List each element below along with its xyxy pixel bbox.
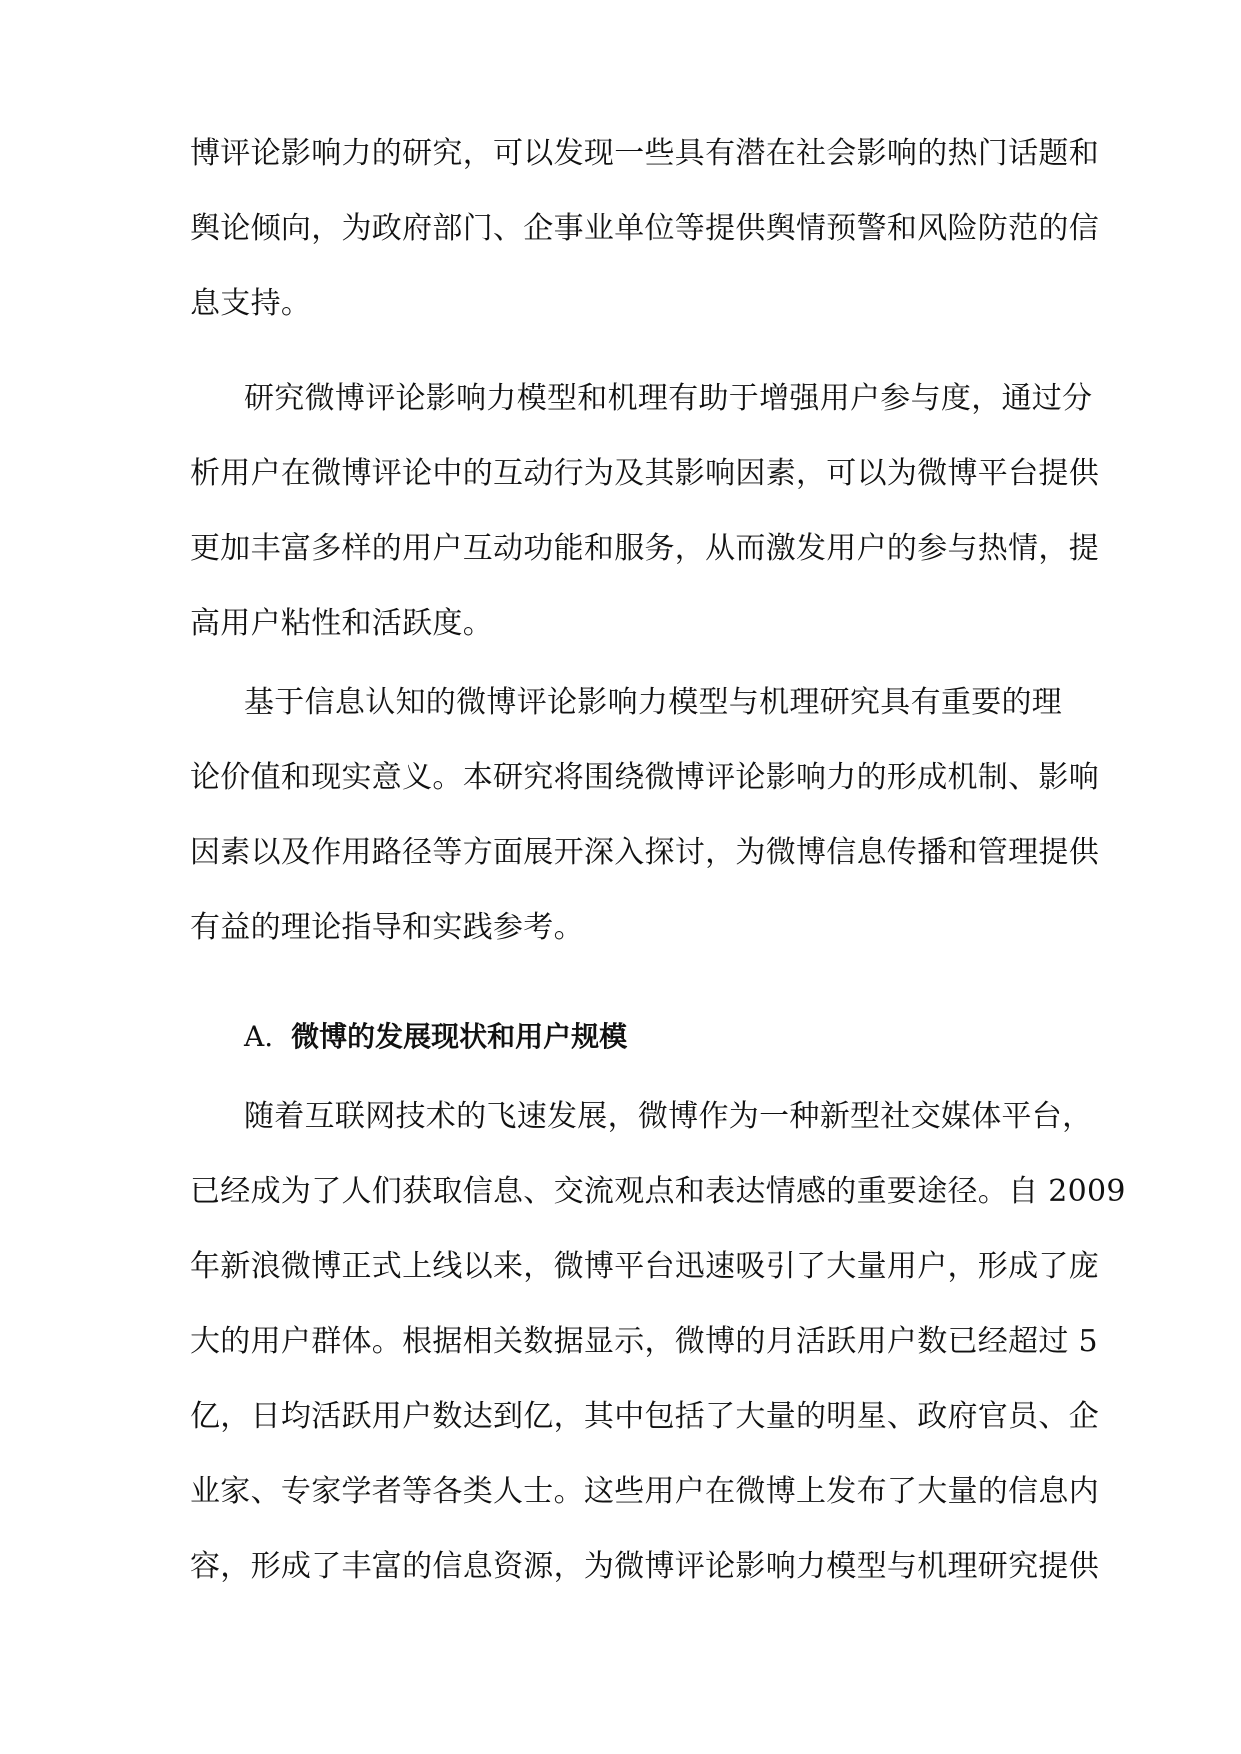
paragraph-3-line-2: 论价值和现实意义。本研究将围绕微博评论影响力的形成机制、影响 [190, 760, 1099, 795]
paragraph-2-line-3: 更加丰富多样的用户互动功能和服务，从而激发用户的参与热情，提 [190, 531, 1099, 566]
paragraph-3-line-4: 有益的理论指导和实践参考。 [190, 910, 584, 945]
section-paragraph-line-6: 业家、专家学者等各类人士。这些用户在微博上发布了大量的信息内 [190, 1474, 1099, 1509]
paragraph-3-line-3: 因素以及作用路径等方面展开深入探讨，为微博信息传播和管理提供 [190, 835, 1099, 870]
section-label: A. [244, 1020, 274, 1053]
paragraph-2-line-1: 研究微博评论影响力模型和机理有助于增强用户参与度，通过分 [244, 381, 1093, 416]
section-paragraph-line-4: 大的用户群体。根据相关数据显示，微博的月活跃用户数已经超过 5 [190, 1324, 1098, 1359]
paragraph-1-line-3: 息支持。 [190, 286, 312, 321]
section-paragraph-line-3: 年新浪微博正式上线以来，微博平台迅速吸引了大量用户，形成了庞 [190, 1249, 1099, 1284]
section-paragraph-line-2: 已经成为了人们获取信息、交流观点和表达情感的重要途径。自 2009 [190, 1174, 1126, 1209]
section-title: 微博的发展现状和用户规模 [291, 1020, 628, 1053]
section-heading [244, 1017, 627, 1057]
paragraph-2-line-4: 高用户粘性和活跃度。 [190, 606, 493, 641]
paragraph-2-line-2: 析用户在微博评论中的互动行为及其影响因素，可以为微博平台提供 [190, 456, 1099, 491]
paragraph-3-line-1: 基于信息认知的微博评论影响力模型与机理研究具有重要的理 [244, 685, 1063, 720]
paragraph-1-line-2: 舆论倾向，为政府部门、企事业单位等提供舆情预警和风险防范的信 [190, 211, 1099, 246]
section-paragraph-line-7: 容，形成了丰富的信息资源，为微博评论影响力模型与机理研究提供 [190, 1549, 1099, 1584]
section-paragraph-line-5: 亿，日均活跃用户数达到亿，其中包括了大量的明星、政府官员、企 [190, 1399, 1099, 1434]
paragraph-1-line-1: 博评论影响力的研究，可以发现一些具有潜在社会影响的热门话题和 [190, 136, 1099, 171]
section-paragraph-line-1: 随着互联网技术的飞速发展，微博作为一种新型社交媒体平台， [244, 1099, 1093, 1134]
